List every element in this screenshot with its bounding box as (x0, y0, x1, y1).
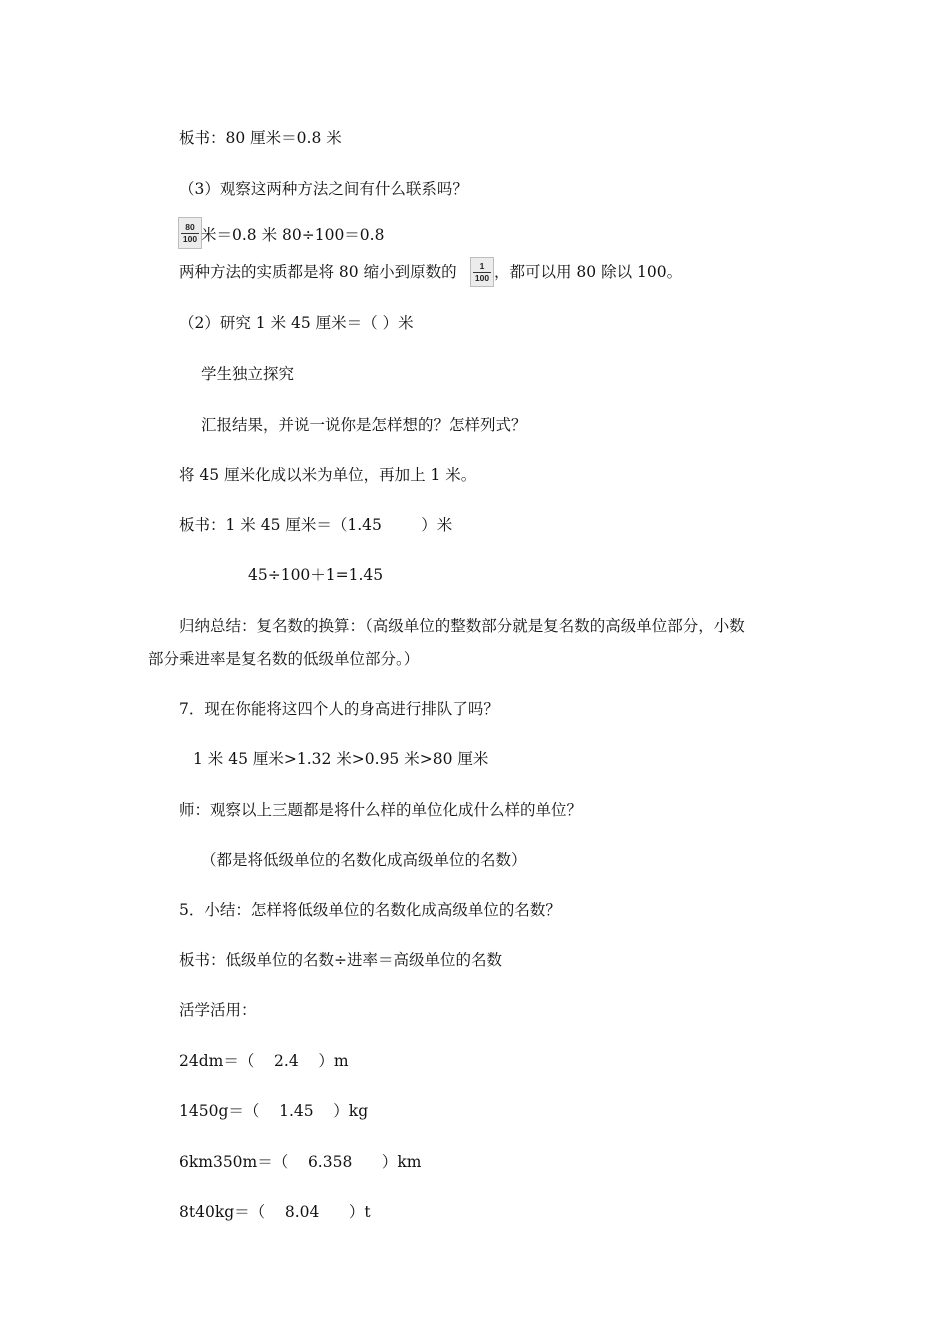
practice-heading: 活学活用： (179, 1001, 257, 1019)
question-2: （2）研究 1 米 45 厘米＝（ ）米 (179, 314, 414, 332)
calculation: 45÷100＋1=1.45 (248, 566, 384, 584)
fraction-numerator: 80 (185, 221, 195, 232)
practice-item-2: 1450g＝（ 1.45 ）kg (179, 1102, 369, 1120)
section-5-summary: 5．小结：怎样将低级单位的名数化成高级单位的名数？ (179, 901, 561, 919)
fraction-denominator: 100 (474, 272, 490, 283)
fraction-1-over-100 (470, 257, 494, 287)
summary-line2: 部分乘进率是复名数的低级单位部分。） (148, 650, 420, 668)
question-3: （3）观察这两种方法之间有什么联系吗？ (179, 180, 468, 198)
teacher-answer: （都是将低级单位的名数化成高级单位的名数） (201, 851, 527, 869)
practice-item-4: 8t40kg＝（ 8.04 ）t (179, 1203, 371, 1221)
fraction-denominator: 100 (182, 233, 198, 244)
report-result: 汇报结果，并说一说你是怎样想的？怎样列式？ (201, 416, 527, 434)
practice-item-1: 24dm＝（ 2.4 ）m (179, 1052, 349, 1070)
equation-line: 米＝0.8 米 80÷100＝0.8 (201, 226, 385, 244)
board-note-rule: 板书：低级单位的名数÷进率＝高级单位的名数 (179, 951, 502, 969)
convert-45cm: 将 45 厘米化成以米为单位，再加上 1 米。 (179, 466, 477, 484)
teacher-question: 师：观察以上三题都是将什么样的单位化成什么样的单位？ (179, 801, 583, 819)
board-note-1m45cm: 板书：1 米 45 厘米＝（1.45 ）米 (179, 516, 453, 534)
height-order: 1 米 45 厘米>1.32 米>0.95 米>80 厘米 (193, 750, 489, 768)
practice-item-3: 6km350m＝（ 6.358 ）km (179, 1153, 422, 1171)
fraction-numerator: 1 (479, 260, 485, 271)
fraction-80-over-100 (178, 217, 202, 249)
board-note-80cm: 板书：80 厘米＝0.8 米 (179, 129, 342, 147)
question-7: 7．现在你能将这四个人的身高进行排队了吗？ (179, 700, 499, 718)
explanation-part2: ，都可以用 80 除以 100。 (494, 263, 683, 281)
summary-line1: 归纳总结：复名数的换算：（高级单位的整数部分就是复名数的高级单位部分，小数 (179, 617, 745, 635)
student-explore: 学生独立探究 (201, 365, 295, 383)
explanation-part1: 两种方法的实质都是将 80 缩小到原数的 (179, 263, 457, 281)
